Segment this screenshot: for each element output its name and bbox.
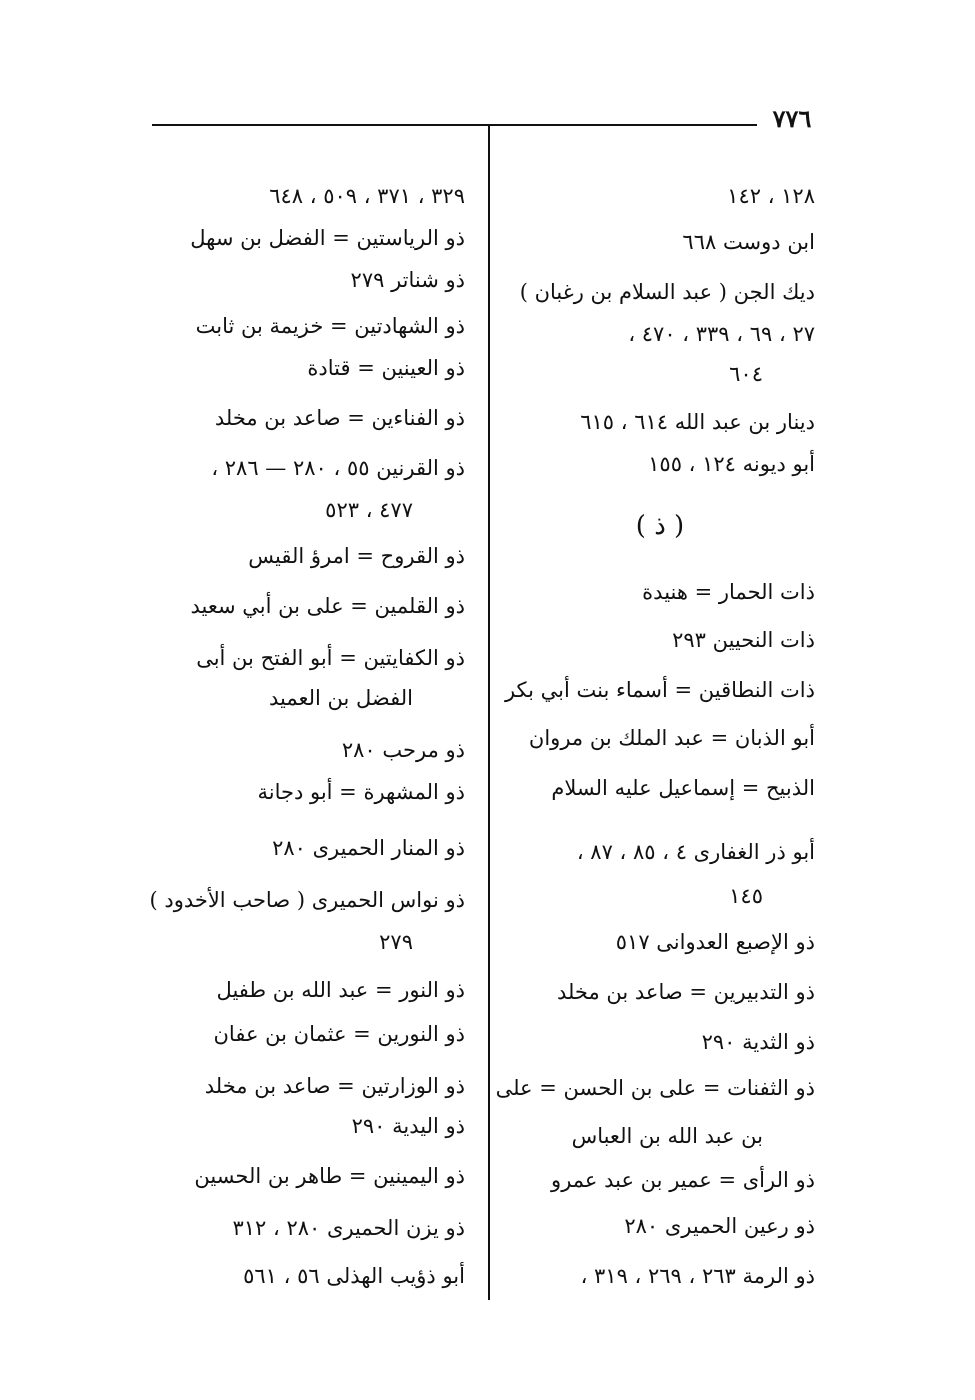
index-entry: أبو ذر الغفارى ٤ ، ٨٥ ، ٨٧ ، [576,840,815,864]
index-entry: الذبيح = إسماعيل عليه السلام [551,776,815,800]
index-entry: ذو الثدية ٢٩٠ [701,1030,815,1054]
index-entry: ذات الحمار = هنيدة [642,580,815,604]
index-entry: ذو الفناءين = صاعد بن مخلد [214,406,465,430]
header-rule [152,124,757,126]
index-entry: أبو ذؤيب الهذلى ٥٦ ، ٥٦١ [243,1264,465,1288]
index-entry: ذو القرنين ٥٥ ، ٢٨٠ — ٢٨٦ ، [211,456,465,480]
index-entry-continuation: ١٤٥ [729,884,763,908]
index-entry: دينار بن عبد الله ٦١٤ ، ٦١٥ [580,410,815,434]
index-entry: ذو التدبيرين = صاعد بن مخلد [556,980,815,1004]
index-entry-continuation: ٢٧٩ [379,930,413,954]
index-entry: ذو الرمة ٢٦٣ ، ٢٦٩ ، ٣١٩ ، [580,1264,815,1288]
index-entry: ذو اليمينين = طاهر بن الحسين [194,1164,465,1188]
index-entry: ذات النطاقين = أسماء بنت أبي بكر [504,678,815,702]
index-entry: ذو العينين = قتادة [307,356,465,380]
index-entry: ذو الرأى = عمير بن عبد عمرو [551,1168,815,1192]
index-entry: ذو نواس الحميرى ( صاحب الأخدود ) [149,888,465,912]
index-entry: ١٢٨ ، ١٤٢ [727,184,815,208]
index-entry-continuation: بن عبد الله بن العباس [571,1124,763,1148]
index-entry: ذو الرياستين = الفضل بن سهل [190,226,465,250]
index-entry: ذو الإصبع العدوانى ٥١٧ [615,930,815,954]
index-entry: ذو القلمين = على بن أبي سعيد [190,594,465,618]
index-entry: ذو رعين الحميرى ٢٨٠ [624,1214,815,1238]
index-entry: ابن دوست ٦٦٨ [682,230,815,254]
index-entry: ذو القروح = امرؤ القيس [248,544,465,568]
index-entry: ذو المشهرة = أبو دجانة [257,780,465,804]
index-entry: ذو يزن الحميرى ٢٨٠ ، ٣١٢ [232,1216,465,1240]
index-entry-continuation: ٦٠٤ [729,362,763,386]
index-entry: ذو الوزارتين = صاعد بن مخلد [204,1074,465,1098]
index-entry-continuation: الفضل بن العميد [268,686,413,710]
index-entry: ذو الثفنات = على بن الحسن = على [495,1076,815,1100]
index-entry-continuation: ٤٧٧ ، ٥٢٣ [325,498,413,522]
index-entry: أبو ديونه ١٢٤ ، ١٥٥ [648,452,815,476]
section-letter: ( ذ ) [635,511,685,541]
index-entry: ذو المنار الحميرى ٢٨٠ [272,836,465,860]
column-rule [488,124,490,1300]
index-entry: ذو الشهادتين = خزيمة بن ثابت [195,314,465,338]
index-entry: ذو شناتر ٢٧٩ [350,268,465,292]
index-entry: أبو الذبان = عبد الملك بن مروان [528,726,815,750]
index-entry: ذات النحيين ٢٩٣ [672,628,815,652]
index-entry: ذو مرحب ٢٨٠ [341,738,465,762]
index-entry-continuation: ٣٢٩ ، ٣٧١ ، ٥٠٩ ، ٦٤٨ [269,184,465,208]
index-entry: ذو النور = عبد الله بن طفيل [216,978,465,1002]
index-entry: ذو الكفايتين = أبو الفتح بن أبى [196,646,465,670]
page-number: ٧٧٦ [772,104,812,133]
index-entry: ذو اليدية ٢٩٠ [351,1114,465,1138]
index-entry: ٢٧ ، ٦٩ ، ٣٣٩ ، ٤٧٠ ، [628,322,815,346]
index-entry: ذو النورين = عثمان بن عفان [213,1022,465,1046]
index-entry: ديك الجن ( عبد السلام بن رغبان ) [519,280,815,304]
